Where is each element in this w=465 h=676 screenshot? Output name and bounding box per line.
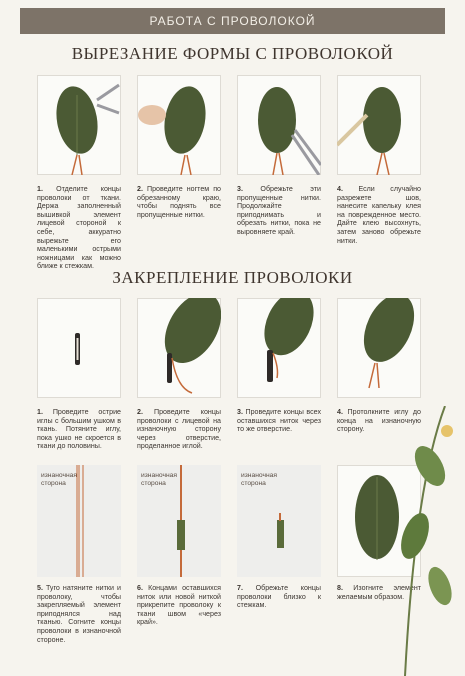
photo-fix-3-threads [237,298,321,398]
svg-text:сторона: сторона [241,480,266,487]
caption-cut-4: 4. Если случайно разрежете шов, нанесите капельку клея на поврежденное место. Дайте клею высохнуть, затем заново обрежьте нитки. [337,185,421,245]
caption-fix-8: 8. Изогните элемент желаемым образом. [337,584,421,601]
svg-text:сторона: сторона [141,480,166,487]
section-title-cutting: ВЫРЕЗАНИЕ ФОРМЫ С ПРОВОЛОКОЙ [71,44,394,63]
photo-fix-5-tighten [37,465,121,577]
photo-fix-1-needle [37,298,121,398]
caption-cut-3: 3. Обрежьте эти пропущенные нитки. Продолжайте приподнимать и обрезать нитки, пока не выровняете край. [237,185,321,236]
caption-fix-2: 2. Проведите концы проволоки с лицевой на изнаночную сторону через отверстие, проделанное иглой. [137,408,221,451]
caption-fix-5: 5. Туго натяните нитки и проволоку, чтобы закрепляемый элемент приподнялся над тканью. Согните концы проволоки в изнаночной стороне. [37,584,121,644]
page-header: РАБОТА С ПРОВОЛОКОЙ [20,8,445,34]
caption-fix-6: 6. Концами оставшихся ниток или новой ниткой прикрепите проволоку к ткани швом «через край». [137,584,221,627]
photo-step-4-glue [337,75,421,175]
caption-fix-7: 7. Обрежьте концы проволоки близко к стежкам. [237,584,321,610]
photo-fix-2-wire [137,298,221,398]
caption-cut-1: 1. Отделите концы проволоки от ткани. Держа заполненный вышивкой элемент лицевой стороной к себе, аккуратно вырежьте его маленькими острыми ножницами как можно ближе к стежкам. [37,185,121,271]
section-title-fixing: ЗАКРЕПЛЕНИЕ ПРОВОЛОКИ [112,268,353,287]
photo-step-1-cut [37,75,121,175]
caption-fix-3: 3. Проведите концы всех оставшихся ниток через то же отверстие. [237,408,321,434]
caption-fix-4: 4. Протолкните иглу до конца на изнаночную сторону. [337,408,421,434]
caption-fix-1: 1. Проведите острие иглы с большим ушком в ткань. Потяните иглу, пока ушко не скроется в ткани до половины. [37,408,121,451]
caption-cut-2: 2. Проведите ногтем по обрезанному краю, чтобы поднять все пропущенные нитки. [137,185,221,219]
photo-step-3-trim [237,75,321,175]
svg-text:сторона: сторона [41,480,66,487]
photo-step-2-nail [137,75,221,175]
photo-fix-6-stitch [137,465,221,577]
svg-text:изнаночная: изнаночная [141,472,177,479]
photo-fix-4-push [337,298,421,398]
svg-text:изнаночная: изнаночная [241,472,277,479]
back-side-label: изнаночная [41,472,77,479]
photo-fix-7-trim [237,465,321,577]
decorative-plant-image [375,406,465,676]
